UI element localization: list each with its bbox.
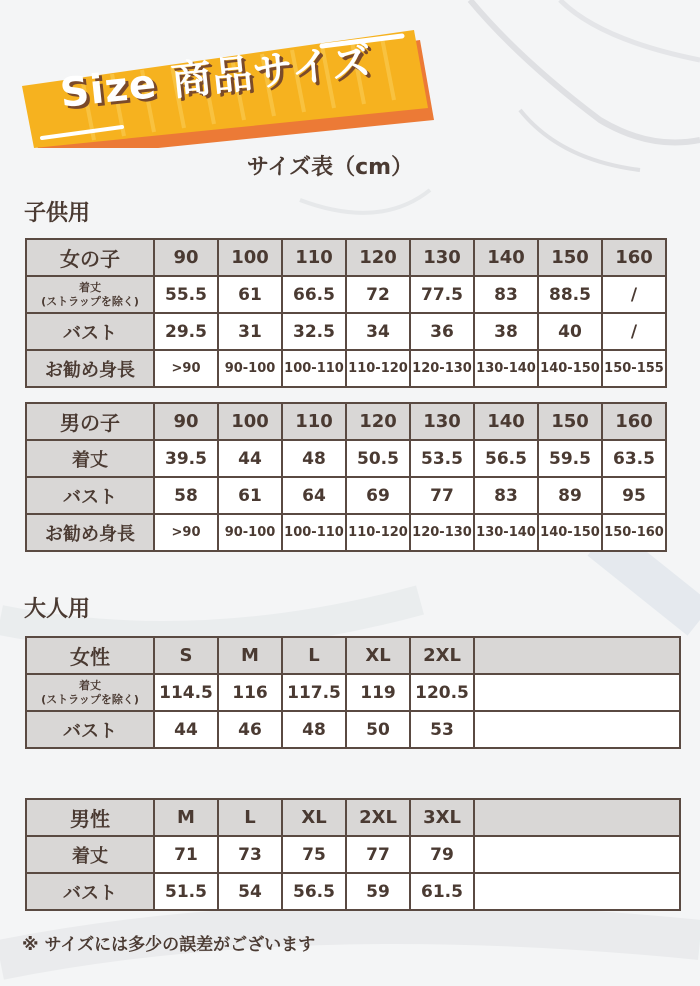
- table-header-cell: 120: [346, 403, 410, 440]
- table-cell: 61: [218, 276, 282, 313]
- table-header-cell: 150: [538, 239, 602, 276]
- table-header-cell: 90: [154, 403, 218, 440]
- table-cell: 53.5: [410, 440, 474, 477]
- table-cell: 88.5: [538, 276, 602, 313]
- table-row: [26, 440, 666, 477]
- table-row: [26, 514, 666, 551]
- table-header-cell: 110: [282, 239, 346, 276]
- table-row: [26, 711, 680, 748]
- table-cell: 61: [218, 477, 282, 514]
- table-header-row: [26, 799, 680, 836]
- table-cell: 63.5: [602, 440, 666, 477]
- table-cell: 120-130: [410, 514, 474, 551]
- table-row: [26, 873, 680, 910]
- row-label-line2: (ストラップを除く): [41, 294, 139, 308]
- table-header-cell: M: [218, 637, 282, 674]
- table-header-cell: 100: [218, 403, 282, 440]
- table-cell: 95: [602, 477, 666, 514]
- table-cell: 79: [410, 836, 474, 873]
- table-cell: 44: [154, 711, 218, 748]
- table-cell: 77.5: [410, 276, 474, 313]
- table-header-row: [26, 239, 666, 276]
- table-cell: 64: [282, 477, 346, 514]
- table-cell: /: [602, 276, 666, 313]
- row-label: バスト: [26, 313, 154, 350]
- table-cell: 59: [346, 873, 410, 910]
- table-cell: 100-110: [282, 514, 346, 551]
- table-cell: 117.5: [282, 674, 346, 711]
- table-header-cell: L: [218, 799, 282, 836]
- table-header-cell: 2XL: [346, 799, 410, 836]
- table-cell: 31: [218, 313, 282, 350]
- table-cell: 29.5: [154, 313, 218, 350]
- table-header-cell: L: [282, 637, 346, 674]
- table-header-cell: 90: [154, 239, 218, 276]
- table-cell: 46: [218, 711, 282, 748]
- row-label: お勧め身長: [26, 514, 154, 551]
- table-cell: 66.5: [282, 276, 346, 313]
- row-label-line1: 着丈: [79, 280, 101, 294]
- table-empty-cell: [474, 674, 680, 711]
- table-cell: 116: [218, 674, 282, 711]
- table-cell: 150-160: [602, 514, 666, 551]
- table-row: [26, 836, 680, 873]
- table-header-label: 女性: [26, 637, 154, 674]
- table-header-cell: 140: [474, 403, 538, 440]
- banner-title: Size 商品サイズ: [57, 38, 375, 117]
- table-cell: 114.5: [154, 674, 218, 711]
- size-chart-subtitle: サイズ表（cm）: [246, 155, 414, 180]
- table-cell: 39.5: [154, 440, 218, 477]
- table-header-cell: 120: [346, 239, 410, 276]
- table-row: [26, 674, 680, 711]
- table-cell: 51.5: [154, 873, 218, 910]
- table-cell: 38: [474, 313, 538, 350]
- table-header-cell: 3XL: [410, 799, 474, 836]
- table-row: [26, 313, 666, 350]
- table-empty-cell: [474, 711, 680, 748]
- table-cell: 56.5: [282, 873, 346, 910]
- table-cell: /: [602, 313, 666, 350]
- row-label-line1: 着丈: [79, 678, 101, 692]
- table-cell: 55.5: [154, 276, 218, 313]
- table-empty-cell: [474, 836, 680, 873]
- table-header-cell: 140: [474, 239, 538, 276]
- table-header-cell: 110: [282, 403, 346, 440]
- table-empty-cell: [474, 873, 680, 910]
- table-cell: 36: [410, 313, 474, 350]
- table-cell: 90-100: [218, 514, 282, 551]
- table-cell: >90: [154, 350, 218, 387]
- table-cell: 75: [282, 836, 346, 873]
- table-cell: 58: [154, 477, 218, 514]
- table-cell: >90: [154, 514, 218, 551]
- table-row: [26, 477, 666, 514]
- table-cell: 53: [410, 711, 474, 748]
- table-cell: 130-140: [474, 514, 538, 551]
- table-cell: 110-120: [346, 514, 410, 551]
- table-cell: 69: [346, 477, 410, 514]
- table-cell: 120.5: [410, 674, 474, 711]
- table-header-cell: 100: [218, 239, 282, 276]
- table-cell: 120-130: [410, 350, 474, 387]
- table-header-cell: XL: [346, 637, 410, 674]
- table-cell: 71: [154, 836, 218, 873]
- table-cell: 119: [346, 674, 410, 711]
- table-cell: 61.5: [410, 873, 474, 910]
- table-header-cell: 160: [602, 403, 666, 440]
- row-label: バスト: [26, 477, 154, 514]
- table-cell: 140-150: [538, 514, 602, 551]
- table-cell: 83: [474, 276, 538, 313]
- table-cell: 73: [218, 836, 282, 873]
- row-label: [26, 674, 154, 711]
- table-cell: 48: [282, 711, 346, 748]
- table-cell: 89: [538, 477, 602, 514]
- row-label-line2: (ストラップを除く): [41, 692, 139, 706]
- table-cell: 77: [346, 836, 410, 873]
- adults-section-label: 大人用: [24, 597, 91, 622]
- table-header-row: [26, 403, 666, 440]
- table-row: [26, 350, 666, 387]
- table-header-cell: S: [154, 637, 218, 674]
- size-tolerance-note: ※ サイズには多少の誤差がございます: [22, 935, 316, 955]
- table-cell: 48: [282, 440, 346, 477]
- row-label: バスト: [26, 711, 154, 748]
- table-header-cell: 150: [538, 403, 602, 440]
- kids-section-label: 子供用: [24, 201, 91, 226]
- table-header-cell: 130: [410, 239, 474, 276]
- row-label: 着丈: [26, 440, 154, 477]
- table-cell: 56.5: [474, 440, 538, 477]
- table-header-row: [26, 637, 680, 674]
- table-header-label: 男の子: [26, 403, 154, 440]
- table-cell: 59.5: [538, 440, 602, 477]
- table-header-cell: 2XL: [410, 637, 474, 674]
- table-cell: 130-140: [474, 350, 538, 387]
- table-cell: 150-155: [602, 350, 666, 387]
- table-header-empty-cell: [474, 637, 680, 674]
- table-header-cell: M: [154, 799, 218, 836]
- table-cell: 100-110: [282, 350, 346, 387]
- table-row: [26, 276, 666, 313]
- table-header-cell: XL: [282, 799, 346, 836]
- table-header-label: 女の子: [26, 239, 154, 276]
- table-cell: 83: [474, 477, 538, 514]
- girls-size-table: [25, 238, 667, 388]
- row-label: お勧め身長: [26, 350, 154, 387]
- row-label: 着丈: [26, 836, 154, 873]
- table-cell: 32.5: [282, 313, 346, 350]
- men-size-table: [25, 798, 681, 911]
- row-label: [26, 276, 154, 313]
- table-header-cell: 130: [410, 403, 474, 440]
- table-cell: 40: [538, 313, 602, 350]
- table-cell: 90-100: [218, 350, 282, 387]
- women-size-table: [25, 636, 681, 749]
- table-cell: 54: [218, 873, 282, 910]
- table-header-cell: 160: [602, 239, 666, 276]
- table-cell: 50: [346, 711, 410, 748]
- row-label: バスト: [26, 873, 154, 910]
- table-cell: 34: [346, 313, 410, 350]
- boys-size-table: [25, 402, 667, 552]
- table-header-label: 男性: [26, 799, 154, 836]
- table-cell: 77: [410, 477, 474, 514]
- table-cell: 44: [218, 440, 282, 477]
- table-cell: 110-120: [346, 350, 410, 387]
- table-cell: 72: [346, 276, 410, 313]
- table-header-empty-cell: [474, 799, 680, 836]
- table-cell: 50.5: [346, 440, 410, 477]
- table-cell: 140-150: [538, 350, 602, 387]
